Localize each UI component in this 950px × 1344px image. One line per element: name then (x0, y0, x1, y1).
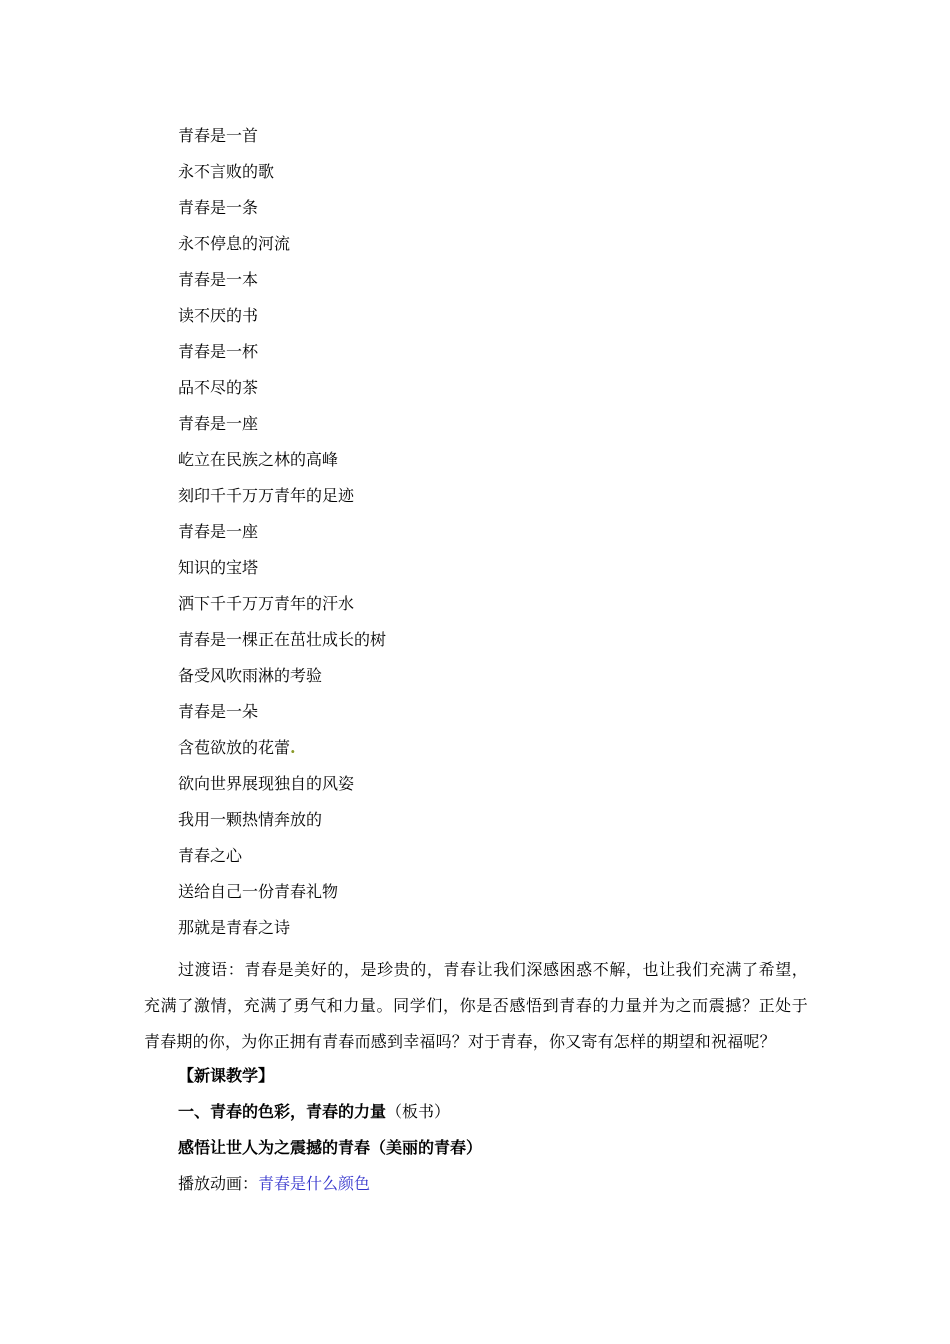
poem-line: 永不言败的歌 (178, 162, 275, 181)
poem-line: 青春是一首 (178, 126, 259, 145)
poem-line: 备受风吹雨淋的考验 (178, 666, 323, 685)
poem-line: 青春是一杯 (178, 342, 259, 361)
lesson-headings (178, 1058, 818, 1202)
poem-line: 青春之心 (178, 846, 243, 865)
poem-line: 洒下千千万万青年的汗水 (178, 594, 355, 613)
heading-2: 感悟让世人为之震撼的青春（美丽的青春） (178, 1138, 483, 1157)
poem-line: 送给自己一份青春礼物 (178, 882, 339, 901)
play-animation-line (178, 1166, 818, 1202)
play-label: 播放动画： (178, 1174, 259, 1193)
poem-line: 我用一颗热情奔放的 (178, 810, 323, 829)
poem-line: 屹立在民族之林的高峰 (178, 450, 339, 469)
poem-line: 青春是一朵 (178, 702, 259, 721)
heading-1-note: （板书） (386, 1102, 451, 1121)
poem-line: 那就是青春之诗 (178, 918, 291, 937)
section-title: 【新课教学】 (178, 1066, 275, 1085)
poem-line: 读不厌的书 (178, 306, 259, 325)
poem (178, 123, 818, 951)
poem-line: 永不停息的河流 (178, 234, 291, 253)
heading-1-text: 一、青春的色彩，青春的力量 (178, 1102, 387, 1121)
poem-line: 青春是一棵正在茁壮成长的树 (178, 630, 387, 649)
poem-line: 知识的宝塔 (178, 558, 259, 577)
animation-link[interactable]: 青春是什么颜色 (258, 1174, 371, 1193)
poem-line (178, 735, 818, 771)
stray-dot: . (290, 738, 296, 757)
poem-line: 青春是一座 (178, 414, 259, 433)
poem-line: 青春是一座 (178, 522, 259, 541)
poem-line-text: 含苞欲放的花蕾 (178, 738, 291, 757)
poem-line: 刻印千千万万青年的足迹 (178, 486, 355, 505)
poem-line: 欲向世界展现独自的风姿 (178, 774, 355, 793)
poem-line: 青春是一本 (178, 270, 259, 289)
transition-paragraph: 过渡语：青春是美好的，是珍贵的，青春让我们深感困惑不解，也让我们充满了希望，充满了激情，充满了勇气和力量。同学们，你是否感悟到青春的力量并为之而震撼？正处于青春期的你，为你正拥有青春而感到幸福吗？对于青春，你又寄有怎样的期望和祝福呢？ (144, 960, 808, 1051)
poem-line: 青春是一条 (178, 198, 259, 217)
heading-1 (178, 1094, 818, 1130)
poem-line: 品不尽的茶 (178, 378, 259, 397)
